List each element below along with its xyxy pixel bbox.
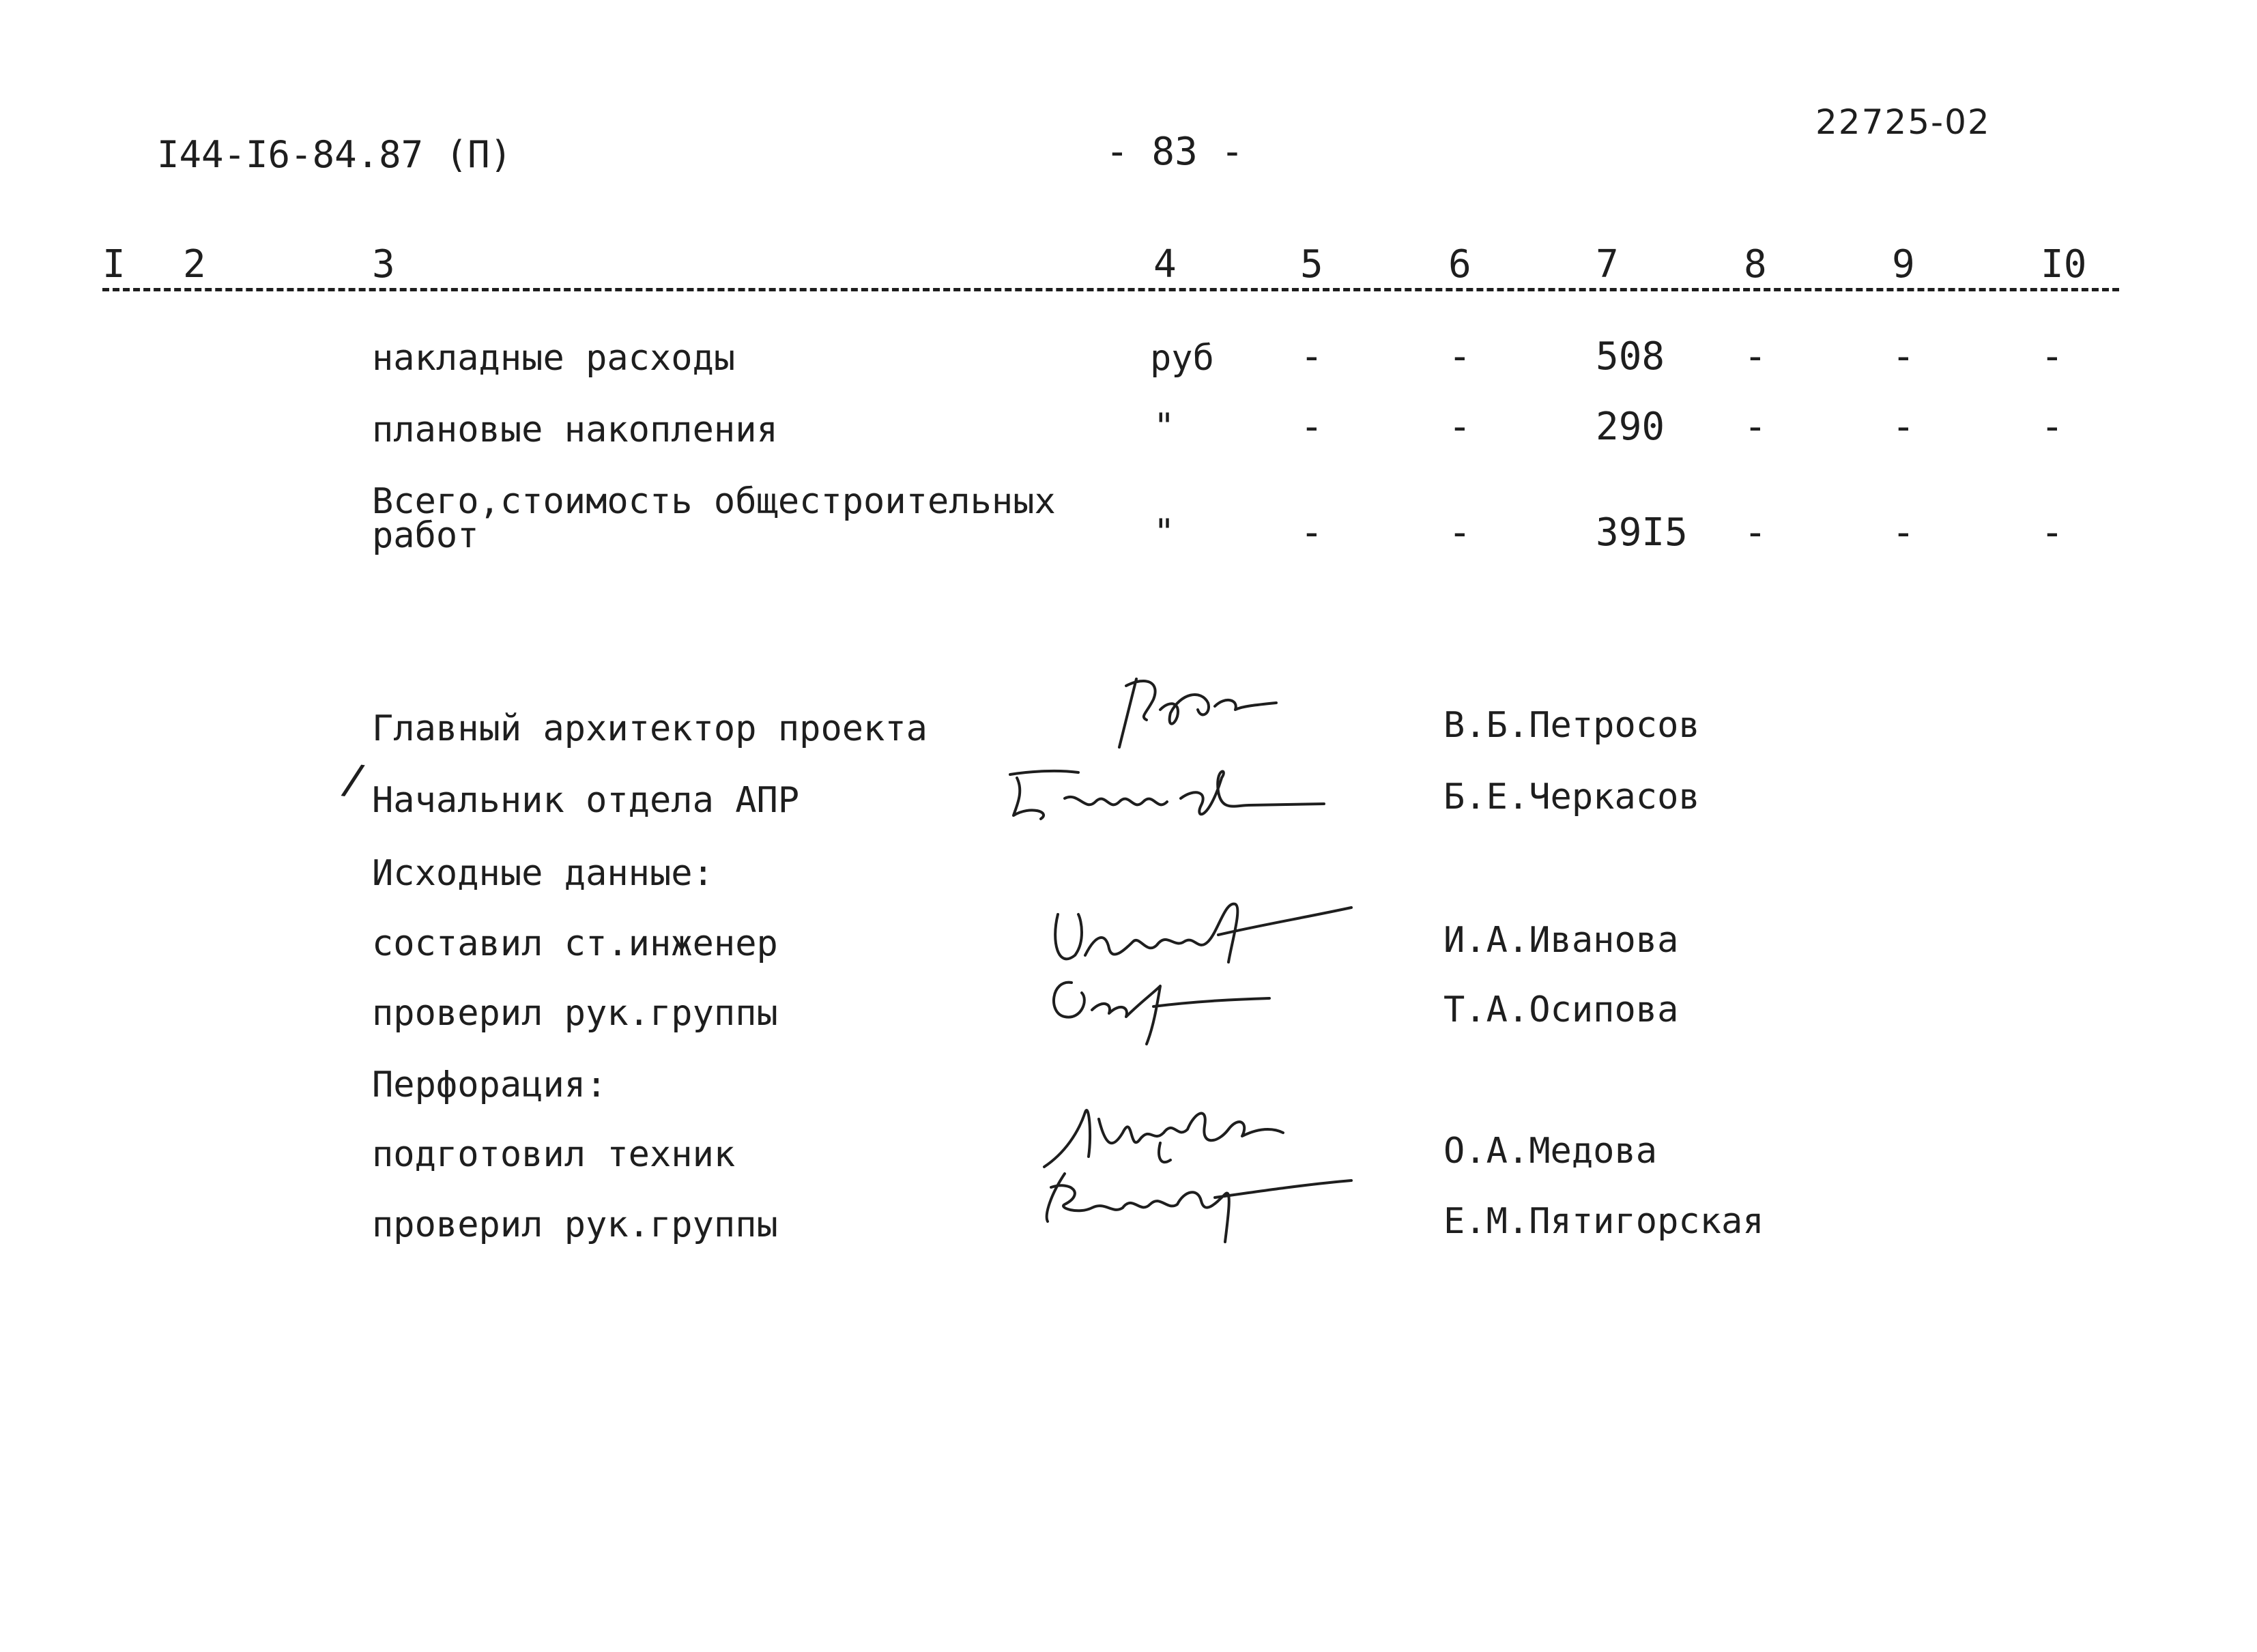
signature-role-group-lead-2: проверил рук.группы bbox=[372, 1204, 778, 1245]
signature-name-group-lead-2: Е.М.Пятигорская bbox=[1443, 1201, 1764, 1242]
row-col6: - bbox=[1448, 405, 1471, 449]
archive-number: 22725-02 bbox=[1815, 102, 1991, 142]
row-col9: - bbox=[1892, 334, 1915, 379]
row-unit: " bbox=[1153, 512, 1175, 553]
row-col8: - bbox=[1744, 334, 1767, 379]
column-header-10: I0 bbox=[2041, 242, 2087, 287]
document-code: I44-I6-84.87 (П) bbox=[157, 133, 513, 176]
row-col5: - bbox=[1300, 405, 1323, 449]
row-col8: - bbox=[1744, 405, 1767, 449]
signature-name-senior-engineer: И.А.Иванова bbox=[1443, 920, 1679, 961]
column-header-3: 3 bbox=[372, 242, 395, 287]
row-col5: - bbox=[1300, 334, 1323, 379]
signature-name-technician: О.А.Медова bbox=[1443, 1131, 1658, 1172]
row-col9: - bbox=[1892, 510, 1915, 555]
row-unit: " bbox=[1153, 406, 1175, 447]
signature-name-department-head: Б.Е.Черкасов bbox=[1443, 777, 1700, 817]
column-header-9: 9 bbox=[1892, 242, 1915, 287]
signature-role-senior-engineer: составил ст.инженер bbox=[372, 923, 778, 964]
page-number: - 83 - bbox=[1106, 130, 1244, 174]
row-col10: - bbox=[2041, 510, 2064, 555]
handwritten-signature-petrosov bbox=[1106, 672, 1283, 754]
signature-section-perforation: Перфорация: bbox=[372, 1064, 607, 1105]
row-col9: - bbox=[1892, 405, 1915, 449]
row-label-total-line-2: работ bbox=[372, 515, 479, 556]
row-col8: - bbox=[1744, 510, 1767, 555]
signature-name-group-lead: Т.А.Осипова bbox=[1443, 989, 1679, 1030]
column-header-8: 8 bbox=[1744, 242, 1767, 287]
row-label-planned-savings: плановые накопления bbox=[372, 409, 778, 450]
row-value: 39I5 bbox=[1596, 510, 1688, 555]
signature-section-source-data: Исходные данные: bbox=[372, 853, 714, 894]
column-header-1: I bbox=[102, 242, 126, 287]
signature-role-technician: подготовил техник bbox=[372, 1134, 736, 1175]
row-col10: - bbox=[2041, 334, 2064, 379]
handwritten-signature-cherkasov bbox=[1003, 764, 1331, 826]
column-header-6: 6 bbox=[1448, 242, 1471, 287]
signature-role-group-lead: проверил рук.группы bbox=[372, 993, 778, 1034]
row-label-overhead: накладные расходы bbox=[372, 338, 736, 379]
handwritten-signature-osipova bbox=[1044, 966, 1276, 1047]
handwritten-signature-pyatigorskaya bbox=[1037, 1167, 1358, 1249]
row-col6: - bbox=[1448, 510, 1471, 555]
row-unit: руб bbox=[1150, 338, 1214, 379]
column-header-5: 5 bbox=[1300, 242, 1323, 287]
column-header-7: 7 bbox=[1596, 242, 1619, 287]
header-rule bbox=[102, 288, 2119, 291]
row-value: 508 bbox=[1596, 334, 1665, 379]
column-header-4: 4 bbox=[1153, 242, 1177, 287]
signature-role-department-head: Начальник отдела АПР bbox=[372, 780, 800, 821]
column-header-2: 2 bbox=[183, 242, 206, 287]
row-col5: - bbox=[1300, 510, 1323, 555]
signature-name-chief-architect: В.Б.Петросов bbox=[1443, 705, 1700, 746]
row-col10: - bbox=[2041, 405, 2064, 449]
margin-slash-mark: / bbox=[338, 754, 369, 806]
row-col6: - bbox=[1448, 334, 1471, 379]
row-label-total-line-1: Всего,стоимость общестроительных bbox=[372, 481, 1056, 522]
signature-role-chief-architect: Главный архитектор проекта bbox=[372, 708, 928, 749]
row-value: 290 bbox=[1596, 405, 1665, 449]
